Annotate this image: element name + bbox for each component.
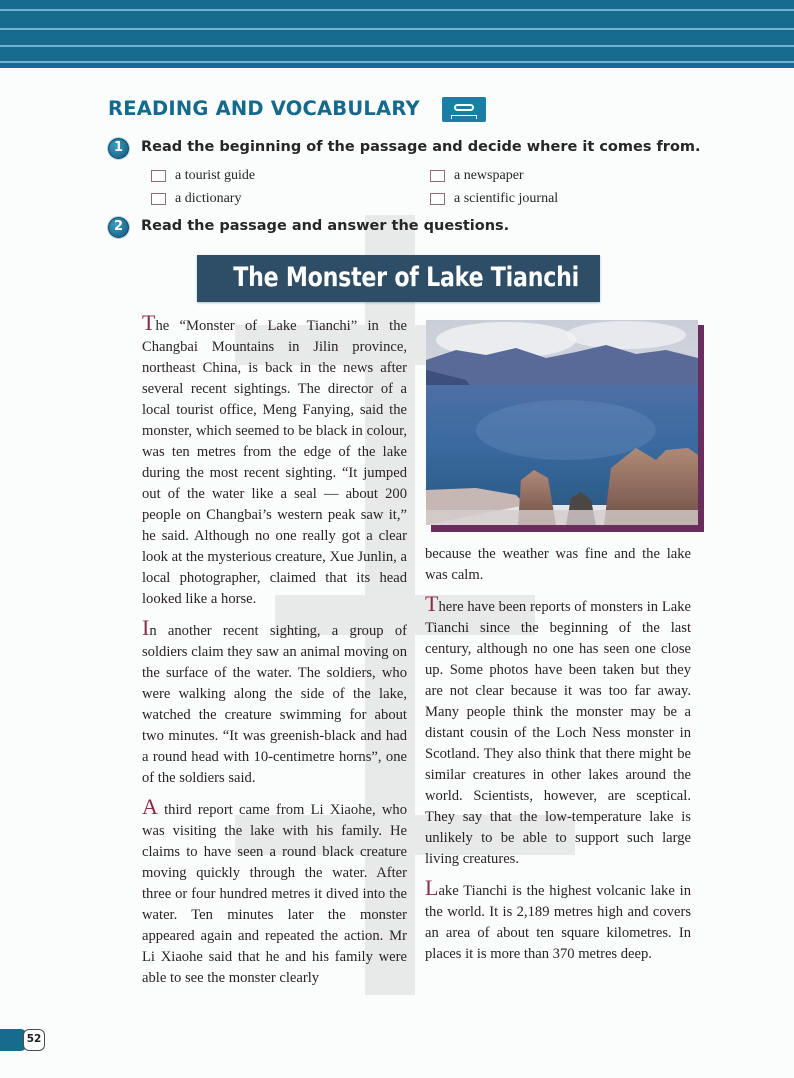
article-title: The Monster of Lake Tianchi [233,262,579,293]
drop-cap: T [425,591,439,616]
task-number-1: 1 [108,138,129,159]
option-newspaper[interactable] [430,168,524,184]
top-banner [0,0,794,68]
section-title: READING AND VOCABULARY [108,97,420,120]
tape-window [454,104,474,111]
lake-image [426,320,698,525]
paragraph-text: n another recent sighting, a group of soldiers claim they saw an animal moving on the surface of the water. The soldiers, who were walking along the side of the lake, watched the creature swimming for about two minutes. “It was greenish-black and had a round head with 10-centimetre horns”, one of the soldiers said. [142,623,407,786]
paragraph-text: ake Tianchi is the highest volcanic lake in the world. It is 2,189 metres high and covers an area of about ten square kilometres. In places it is more than 370 metres deep. [425,883,691,962]
option-label: a tourist guide [175,168,256,183]
drop-cap: L [425,875,439,900]
checkbox[interactable] [430,193,445,205]
paragraph-4 [425,591,691,870]
paragraph-text: here have been reports of monsters in Lake Tianchi since the beginning of the last century, although no one has seen one close up. Some photos have been taken but they are not clear because it was too far away. Many people think the monster may be a distant cousin of the Loch Ness monster in Scotland. They also think that there might be similar creatures in other lakes around the world. Scientists, however, are sceptical. They say that the low-temperature lake is unlikely to be able to support such large living creatures. [425,599,691,867]
tape-base [451,115,477,119]
lake-illustration [426,320,698,525]
drop-cap: A [142,794,158,819]
paragraph-text: third report came from Li Xiaohe, who was visiting the lake with his family. He claims to have seen a round black creature moving quickly through the water. After three or four hundred metres it dived into the water. Ten minutes later the monster appeared again and repeated the action. Mr Li Xiaohe said that he and his family were able to see the monster clearly [142,802,407,986]
paragraph-5 [425,875,691,965]
option-dictionary[interactable] [151,191,241,207]
checkbox[interactable] [430,170,445,182]
drop-cap: I [142,615,150,640]
task-number-2: 2 [108,217,129,238]
article-column-left [142,310,407,998]
banner-stripe [0,28,794,30]
drop-cap: T [142,310,156,335]
article-column-right [425,544,691,974]
banner-stripe [0,61,794,63]
paragraph-3 [142,794,407,989]
task-2-instruction: Read the passage and answer the questions. [141,218,510,234]
checkbox[interactable] [151,193,166,205]
banner-stripe [0,45,794,47]
option-label: a dictionary [175,191,242,206]
checkbox[interactable] [151,170,166,182]
article-title-bar [197,255,600,302]
banner-stripe [0,9,794,11]
option-label: a scientific journal [454,191,559,206]
option-scientific-journal[interactable] [430,191,558,207]
option-tourist-guide[interactable] [151,168,255,184]
paragraph-2 [142,615,407,789]
page-number: 52 [23,1029,45,1051]
cassette-tape-icon [442,97,486,122]
paragraph-3-continuation: because the weather was fine and the lake was calm. [425,546,691,583]
paragraph-text: he “Monster of Lake Tianchi” in the Changbai Mountains in Jilin province, northeast China, is back in the news after several recent sightings. The director of a local tourist office, Meng Fanying, said the monster, which seemed to be black in colour, was ten metres from the edge of the lake during the most recent sighting. “It jumped out of the water like a seal — about 200 people on Changbai’s western peak saw it,” he said. Although no one really got a clear look at the mysterious creature, Xue Junlin, a local photographer, claimed that its head looked like a horse. [142,318,407,607]
task-1-instruction: Read the beginning of the passage and decide where it comes from. [141,139,701,155]
paragraph-1 [142,310,407,610]
lake-photo [426,320,704,532]
option-label: a newspaper [454,168,524,183]
